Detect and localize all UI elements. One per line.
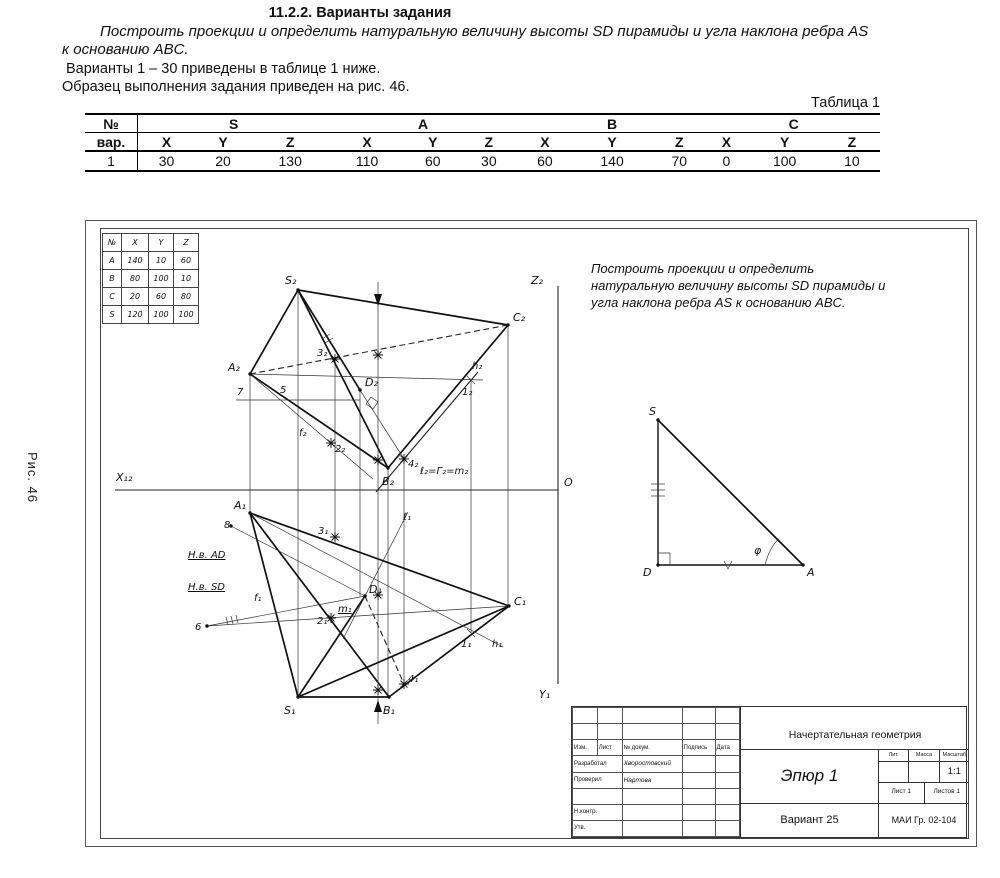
subheader: X: [517, 133, 573, 152]
subheader: Z: [651, 133, 707, 152]
tb-approve-row: [573, 820, 740, 836]
title-block: [571, 706, 967, 838]
label-y1-axis: Y₁: [539, 688, 551, 701]
variant-row: [85, 151, 880, 171]
cell: A: [103, 252, 122, 270]
title-block-right: [741, 707, 969, 837]
cell: 30: [481, 153, 497, 169]
group-s: S: [138, 114, 330, 133]
label-m1: m₁: [338, 604, 352, 615]
cell: 120: [122, 306, 149, 324]
cell: 80: [122, 270, 149, 288]
tb-cell: Подпись: [682, 740, 715, 756]
label-nv-sd: Н.в. SD: [188, 582, 225, 593]
label-f2: f₂: [299, 428, 307, 439]
label-42: 4₂: [408, 459, 419, 470]
cell: 60: [537, 153, 553, 169]
tb-cell: Изм.: [573, 740, 598, 756]
label-s1: S₁: [284, 704, 296, 717]
coord-row-a: [103, 252, 199, 270]
mass-value: [909, 762, 939, 782]
label-a2: A₂: [228, 361, 240, 374]
label-b2: B₂: [382, 475, 394, 488]
label-x12-axis: X₁₂: [116, 471, 133, 484]
rotation-axis: [374, 282, 382, 724]
label-d2: D₂: [365, 376, 378, 389]
coord-header: Y: [149, 234, 174, 252]
label-f1: f₁: [254, 593, 262, 604]
label-h1: h₁: [492, 639, 503, 650]
label-41: 4₁: [408, 674, 419, 685]
doc-title: Эпюр 1: [741, 750, 879, 802]
subheader: Y: [405, 133, 461, 152]
cell: 1: [85, 151, 138, 171]
subheader: Y: [573, 133, 651, 152]
tb-cell: Н.контр.: [573, 804, 623, 820]
lit-header: Лит.: [879, 750, 909, 761]
label-5: 5: [280, 385, 287, 396]
cell: 10: [844, 153, 860, 169]
subheader: X: [329, 133, 404, 152]
cell: 60: [174, 252, 199, 270]
col-no-top: №: [85, 114, 138, 133]
xyz-header-row: [85, 133, 880, 152]
cell: 100: [772, 153, 797, 169]
label-21: 2₁: [317, 616, 328, 627]
variant-label: Вариант 25: [741, 804, 879, 837]
label-tri-d: D: [643, 566, 652, 579]
subheader: X: [138, 133, 195, 152]
cell: 80: [174, 288, 199, 306]
cell: 110: [355, 153, 379, 169]
cell: 10: [149, 252, 174, 270]
sheets-total: Листов 1: [933, 788, 961, 796]
mass-header: Масса: [909, 750, 939, 761]
discipline-title: Начертательная геометрия: [741, 707, 969, 750]
group-header-row: [85, 114, 880, 133]
label-7: 7: [237, 387, 244, 398]
label-c1: C₁: [514, 595, 527, 608]
cell: 60: [425, 153, 441, 169]
cell: 140: [122, 252, 149, 270]
tb-header-row: [573, 740, 740, 756]
label-6: 6: [195, 622, 202, 633]
sample-note: Образец выполнения задания приведен на рис. 46.: [62, 79, 410, 95]
cell: S: [103, 306, 122, 324]
coord-row-b: [103, 270, 199, 288]
cell: 20: [122, 288, 149, 306]
scale-value: 1:1: [947, 766, 961, 778]
label-origin: O: [564, 476, 573, 489]
variants-table: [85, 113, 880, 172]
cell: 30: [158, 153, 175, 169]
cell: 100: [174, 306, 199, 324]
label-a1: A₁: [234, 499, 246, 512]
label-phi: φ: [754, 544, 762, 557]
label-l2-g2-m2: ℓ₂=Γ₂=m₂: [420, 466, 469, 477]
label-31: 3₁: [318, 526, 329, 537]
group-c: C: [707, 114, 880, 133]
tb-cell: Разработал: [573, 756, 623, 772]
true-size-triangle: [651, 420, 803, 569]
tb-cell: Утв.: [573, 820, 623, 836]
plan-view: [207, 512, 509, 697]
subheader: Z: [251, 133, 329, 152]
coord-row-c: [103, 288, 199, 306]
label-12: 1₂: [462, 387, 473, 398]
coord-table: [102, 233, 199, 324]
cell: 100: [149, 306, 174, 324]
cell: 10: [174, 270, 199, 288]
label-nv-ad: Н.в. AD: [188, 550, 226, 561]
tb-cell: Проверил: [573, 772, 623, 788]
coord-header: X: [122, 234, 149, 252]
lit-value: [879, 762, 909, 782]
col-no-bottom: вар.: [85, 133, 138, 152]
coord-row-s: [103, 306, 199, 324]
cell: 0: [722, 153, 731, 169]
label-8: 8: [224, 520, 231, 531]
group-b: B: [517, 114, 707, 133]
coord-header: Z: [174, 234, 199, 252]
task-paragraph: Построить проекции и определить натуральную величину высоты SD пирамиды и угла наклона ребра AS к основанию ABC.: [62, 23, 869, 59]
cell: C: [103, 288, 122, 306]
cell: 130: [278, 153, 302, 169]
scale-grid: [879, 750, 969, 802]
cell: 60: [149, 288, 174, 306]
cell: 140: [600, 153, 624, 169]
label-b1: B₁: [383, 704, 395, 717]
figure-caption: Рис. 46: [25, 452, 40, 504]
cell: 70: [671, 153, 688, 169]
variants-note: Варианты 1 – 30 приведены в таблице 1 ниже.: [66, 61, 381, 77]
group-a: A: [329, 114, 516, 133]
coord-header-row: [103, 234, 199, 252]
tb-cell: Дата: [715, 740, 739, 756]
subheader: X: [707, 133, 745, 152]
label-tri-a: A: [807, 566, 815, 579]
label-32: 3₂: [317, 348, 328, 359]
point-dots: [205, 288, 804, 698]
tb-checker-row: [573, 772, 740, 788]
label-d1: D₁: [369, 583, 382, 596]
org-label: МАИ Гр. 02-104: [891, 815, 957, 826]
scale-header: Масштаб: [942, 752, 967, 759]
label-11: 1₁: [461, 639, 472, 650]
figure-46: [85, 220, 977, 847]
label-s2: S₂: [285, 274, 297, 287]
label-c2: C₂: [513, 311, 526, 324]
label-tri-s: S: [649, 405, 656, 418]
tb-cell: № докум.: [622, 740, 682, 756]
title-block-left: [572, 707, 741, 837]
section-heading: 11.2.2. Варианты задания: [268, 5, 452, 21]
tb-ncontrol-row: [573, 804, 740, 820]
tb-cell: Лист: [597, 740, 622, 756]
tb-developer-row: [573, 756, 740, 772]
tb-cell: Нартова: [622, 772, 682, 788]
subheader: Z: [824, 133, 880, 152]
label-l1: ℓ₁: [403, 512, 412, 523]
label-z2-axis: Z₂: [531, 274, 543, 287]
subheader: Z: [461, 133, 517, 152]
cell: B: [103, 270, 122, 288]
label-22: 2₂: [335, 444, 346, 455]
subheader: Y: [746, 133, 824, 152]
label-h2: h₂: [472, 361, 483, 372]
sheet-number: Лист 1: [879, 783, 925, 802]
figure-task-text: Построить проекции и определить натуральную величину высоты SD пирамиды и угла наклона ребра AS к основанию ABC.: [591, 261, 886, 310]
tb-cell: Хворостовский: [622, 756, 682, 772]
table-caption: Таблица 1: [811, 95, 880, 111]
cell: 20: [215, 153, 231, 169]
cell: 100: [149, 270, 174, 288]
coord-header: №: [103, 234, 122, 252]
subheader: Y: [195, 133, 251, 152]
